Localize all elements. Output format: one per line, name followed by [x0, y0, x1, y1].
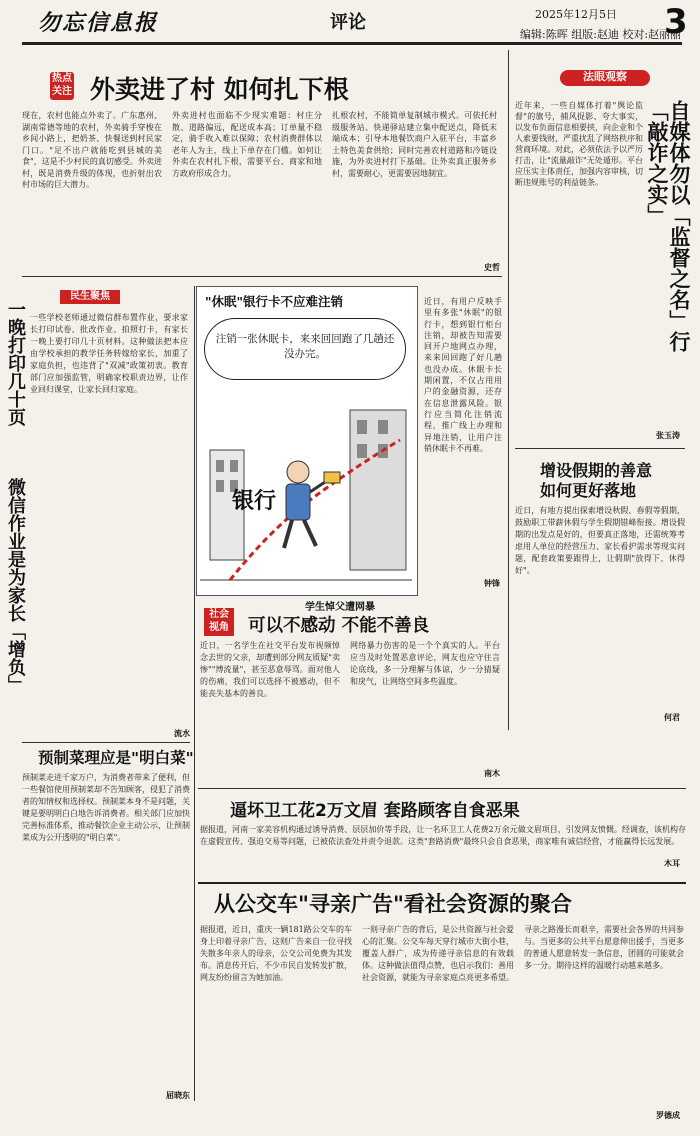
cartoon-bank-label: 银行 [232, 489, 277, 514]
column-divider [194, 286, 195, 1101]
divider [198, 788, 686, 789]
livelihood-tag: 民生聚焦 [60, 290, 120, 304]
bottom-story-body-2: 一则寻亲广告的背后，是公共资源与社会爱心的汇聚。公交车每天穿行城市大街小巷，覆盖人群广，成为传递寻亲信息的有效载体。这种做法值得点赞，也启示我们：善用社会资源，就能为寻亲家庭点亮更多希望。 [362, 925, 514, 982]
welfare-body: 近日，有地方提出探索增设秋假、春假等假期，鼓励职工带薪休假与学生假期错峰衔接。增设假期的出发点是好的，但要真正落地，还需统筹考虑用人单位的经营压力、家长看护需求等现实问题，配套政策要跟得上，让假期"放得下、休得好"。 [515, 506, 685, 575]
welfare-headline: 增设假期的善意 [540, 461, 653, 480]
stock-signature: 木耳 [664, 858, 680, 868]
bottom-story-signature: 罗德成 [656, 1110, 680, 1120]
law-column-vertical-title: 自媒体勿以「监督之名」行「敲诈之实」 [645, 100, 691, 352]
top-story-headline: 外卖进了村 如何扎下根 [90, 75, 349, 104]
section-title: 评论 [330, 12, 366, 33]
column-divider [508, 50, 509, 730]
student-kicker: 学生悼父遭网暴 [305, 602, 375, 613]
divider [515, 448, 685, 449]
staff-line: 编辑:陈晖 组版:赵迪 校对:赵丽丽 [520, 28, 682, 41]
divider [22, 276, 502, 277]
student-body-1: 近日，一名学生在社交平台发布视频悼念去世的父亲，却遭到部分网友质疑"卖惨""博流量"，甚至恶意辱骂。面对他人的伤痛，我们可以选择不被感动，但不能丧失基本的善良。 [200, 641, 340, 698]
law-column-signature: 张玉涛 [656, 430, 680, 440]
student-signature: 南木 [484, 768, 500, 778]
top-story-body-3: 扎根农村，不能简单复制城市模式。可依托村级服务站、快递驿站建立集中配送点，降低末端成本；引导本地餐饮商户入驻平台，丰富乡土特色美食供给；同时完善农村道路和冷链设施，为外卖进村打下基础。让外卖真正服务乡村，需要耐心，更需要因地制宜。 [332, 111, 497, 178]
law-column-body: 近年来，一些自媒体打着"舆论监督"的旗号，捕风捉影、夸大事实，以发布负面信息相要挟，向企业和个人索要钱财，严重扰乱了网络秩序和营商环境。对此，必须依法予以严厉打击，让"流量敲诈"无处遁形。平台应压实主体责任，加强内容审核，切断违规账号的利益链条。 [515, 101, 643, 187]
bottom-story-headline: 从公交车"寻亲广告"看社会资源的聚合 [214, 892, 572, 916]
livelihood-signature: 流水 [174, 728, 190, 738]
prepaid-headline: 预制菜理应是"明白菜" [38, 749, 194, 767]
bottom-story-body-1: 据报道，近日，重庆一辆181路公交车的车身上印着寻亲广告，这则广告来自一位寻找失散多年亲人的母亲，公交公司免费为其发布。消息传开后，不少市民自发转发扩散，网友纷纷留言为她加油。 [200, 925, 352, 982]
hot-topic-tag: 热点 关注 [50, 72, 74, 100]
top-story-body-1: 现在，农村也能点外卖了。广东惠州、湖南常德等地的农村，外卖骑手穿梭在乡间小路上，把奶茶、快餐送到村民家门口。"足不出户就能吃到县城的美食"，这是不少村民的真切感受。外卖进村，既是消费升级的体现，也折射出农村市场的巨大潜力。 [22, 111, 162, 189]
stock-body: 据报道，河南一家美容机构通过诱导消费、层层加价等手段，让一名环卫工人花费2万余元做文眉项目，引发网友愤慨。经调查，该机构存在虚假宣传、强迫交易等问题，已被依法查处并责令退款。这类"套路消费"最终只会自食恶果，商家唯有诚信经营，才能赢得长远发展。 [200, 825, 686, 846]
top-story-signature: 史哲 [484, 262, 500, 272]
welfare-subhead: 如何更好落地 [540, 481, 637, 500]
cartoon-title: "休眠"银行卡不应难注销 [205, 294, 344, 309]
livelihood-vertical-title-2: 微信作业是为家长「增负」 [5, 478, 26, 694]
divider [22, 742, 190, 743]
social-perspective-tag: 社会 视角 [204, 608, 234, 636]
bottom-story-body-3: 寻亲之路漫长而艰辛，需要社会各界的共同参与。当更多的公共平台愿意伸出援手，当更多的普通人愿意转发一条信息，团圆的可能就会多一分。期待这样的温暖行动越来越多。 [524, 925, 684, 970]
prepaid-signature: 屈晓东 [166, 1090, 190, 1100]
cartoon-signature: 钟锋 [484, 578, 500, 588]
masthead-name: 勿忘信息报 [38, 10, 159, 36]
stock-headline: 逼坏卫工花2万文眉 套路顾客自食恶果 [230, 801, 520, 821]
student-headline: 可以不感动 不能不善良 [248, 616, 430, 636]
masthead-rule [22, 42, 682, 45]
prepaid-body: 预制菜走进千家万户，为消费者带来了便利，但一些餐馆使用预制菜却不告知顾客，侵犯了消费者的知情权和选择权。预制菜本身不是问题，关键是要明明白白地告诉消费者。相关部门应加快完善标准体系，推动餐饮企业主动公示，让预制菜成为公开透明的"明白菜"。 [22, 773, 190, 842]
welfare-signature: 何君 [664, 712, 680, 722]
cartoon-body: 近日，有用户反映手里有多张"休眠"的银行卡，想到银行柜台注销，却被告知需要回开户地网点办理，来来回回跑了好几趟也没办成。休眠卡长期闲置，不仅占用用户的金融资源，还存在信息泄露风险。银行应当简化注销流程，推广线上办理和异地注销，让用户注销休眠卡不再难。 [424, 297, 502, 453]
divider [198, 882, 686, 884]
livelihood-vertical-title-1: 一晚打印几十页 [5, 300, 26, 426]
top-story-body-2: 外卖进村也面临不少现实难题：村庄分散、道路偏远，配送成本高；订单量不稳定，骑手收入难以保障；农村消费群体以老年人为主，线上下单存在门槛。如何让外卖在农村扎下根，需要平台、商家和地方政府形成合力。 [172, 111, 322, 178]
page-number: 3 [664, 2, 688, 42]
masthead-date: 2025年12月5日 [535, 8, 617, 21]
speech-bubble-text: 注销一张休眠卡，来来回回跑了几趟还没办完。 [215, 333, 395, 360]
law-column-title: 法眼观察 [560, 70, 650, 86]
livelihood-body: 一些学校老师通过微信群布置作业，要求家长打印试卷、批改作业、拍照打卡，有家长一晚上要打印几十页材料。这种做法把本应由学校承担的教学任务转嫁给家长，加重了家庭负担，也违背了"双减"政策初衷。教育部门应加强监管，明确家校职责边界，让作业回归课堂，让家长回归家庭。 [30, 313, 188, 394]
student-body-2: 网络暴力伤害的是一个个真实的人。平台应当及时处置恶意评论，网友也应守住言论底线，多一分理解与体谅，少一分猜疑和戾气，让网络空间多些温度。 [350, 641, 500, 686]
